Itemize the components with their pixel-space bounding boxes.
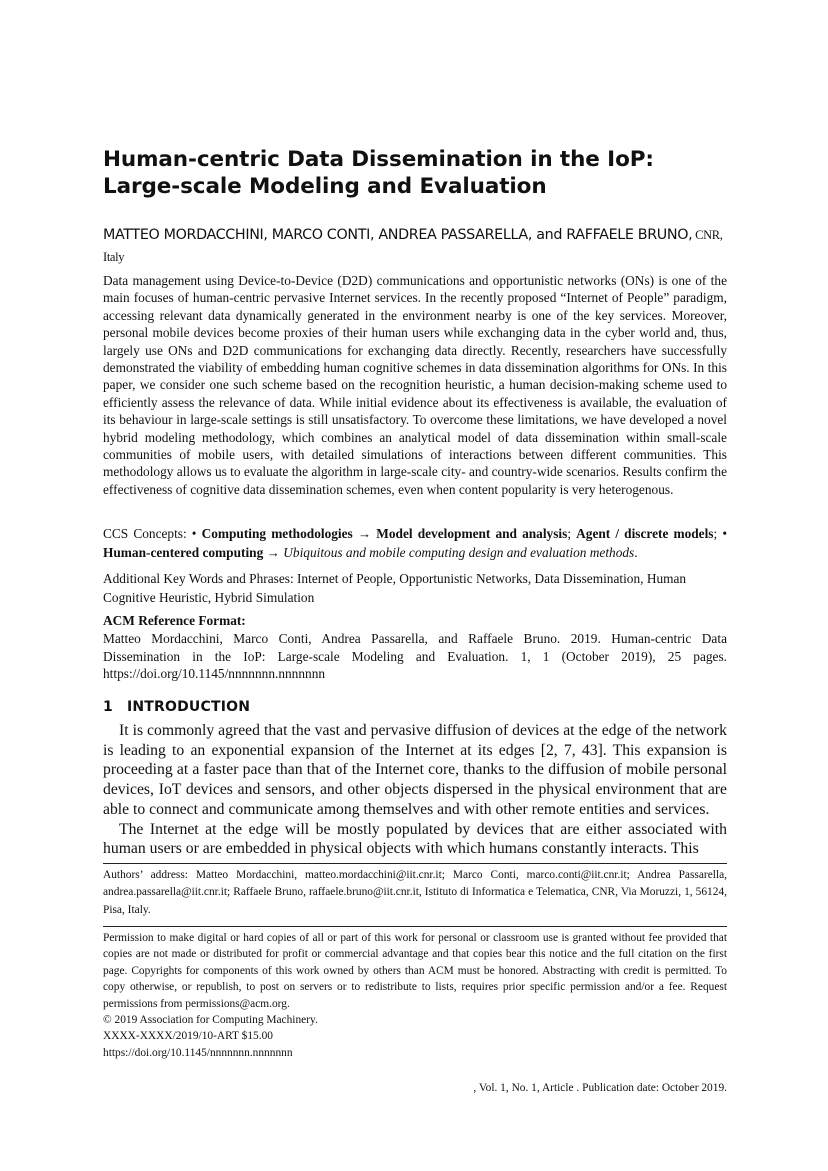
permission-divider <box>103 926 727 927</box>
reference-format-heading: ACM Reference Format: <box>103 613 246 628</box>
permission-text: Permission to make digital or hard copies of all or part of this work for personal or classroom use is granted without fee provided that copies are not made or distributed for profit or commercial advantage and that copies bear this notice and the full citation on the first page. Copyrights for components of this work owned by others than ACM must be honored. Abstracting with credit is permitted. To copy otherwise, or republish, to post on servers or to redistribute to lists, requires prior specific permission and/or a fee. Request permissions from permissions@acm.org. <box>103 932 727 1010</box>
ccs-concept-1: Computing methodologies → Model development and analysis <box>201 526 568 541</box>
author-list <box>103 224 727 268</box>
section-number: 1 <box>103 699 113 715</box>
paper-title: Human-centric Data Dissemination in the IoP: Large-scale Modeling and Evaluation <box>103 147 654 199</box>
abstract: Data management using Device-to-Device (D2D) communications and opportunistic networks (ONs) is one of the main focuses of human-centric pervasive Internet services. In the recently proposed “Internet of People” paradigm, accessing relevant data dynamically generated in the environment nearby is one of the key services. Moreover, personal mobile devices become proxies of their human users while exchanging data in the cyber world and, thus, largely use ONs and D2D communications for exchanging data directly. Recently, researchers have successfully demonstrated the viability of embedding human cognitive schemes in data dissemination algorithms for ONs. In this paper, we consider one such scheme based on the recognition heuristic, a human decision-making scheme used to efficiently assess the relevance of data. While initial evidence about its effectiveness is available, the evaluation of its behaviour in large-scale settings is still unsatisfactory. To overcome these limitations, we have developed a novel hybrid modeling methodology, which combines an analytical model of data dissemination within small-scale communities of mobile users, with detailed simulations of interactions between different communities. This methodology allows us to evaluate the algorithm in large-scale city- and country-wide scenarios. Results confirm the effectiveness of cognitive data dissemination schemes, even when content popularity is very heterogenous. <box>103 273 727 497</box>
issn-line: XXXX-XXXX/2019/10-ART $15.00 <box>103 1030 273 1043</box>
ccs-concept-3: Human-centered computing → <box>103 545 280 560</box>
page-footer: , Vol. 1, No. 1, Article . Publication date: October 2019. <box>473 1082 727 1094</box>
ccs-sep-2: ; • <box>713 526 727 541</box>
introduction-body <box>103 721 727 859</box>
authors-address: Authors’ address: Matteo Mordacchini, matteo.mordacchini@iit.cnr.it; Marco Conti, marco.conti@iit.cnr.it; Andrea Passarella, andrea.passarella@iit.cnr.it; Raffaele Bruno, raffaele.bruno@iit.cnr.it, Istituto di Informatica e Telematica, CNR, Via Moruzzi, 1, 56124, Pisa, Italy. <box>103 869 727 916</box>
section-heading <box>103 699 250 715</box>
footnote-divider <box>103 863 727 864</box>
section-title: INTRODUCTION <box>126 699 251 715</box>
ccs-sep-1: ; <box>567 526 577 541</box>
reference-format-text: Matteo Mordacchini, Marco Conti, Andrea Passarella, and Raffaele Bruno. 2019. Human-centric Data Dissemination in the IoP: Large-scale Modeling and Evaluation. 1, 1 (October 2019), 25 pages. https://doi.org/10.1145/nnnnnnn.nnnnnnn <box>103 631 727 681</box>
intro-paragraph: It is commonly agreed that the vast and pervasive diffusion of devices at the edge of the network is leading to an exponential expansion of the Internet at its edges [2, 7, 43]. This expansion is proceeding at a faster pace than that of the Internet core, thanks to the diffusion of mobile personal devices, IoT devices and sensors, and other objects dispersed in the physical environment that are able to connect and communicate among themselves and with other remote entities and services. <box>103 722 727 818</box>
doi-line: https://doi.org/10.1145/nnnnnnn.nnnnnnn <box>103 1046 293 1059</box>
ccs-prefix: CCS Concepts: • <box>103 526 202 541</box>
author-affiliation-org: CNR, <box>692 228 723 242</box>
author-affiliation-country: Italy <box>103 250 125 264</box>
keywords: Additional Key Words and Phrases: Internet of People, Opportunistic Networks, Data Dissemination, Human Cognitive Heuristic, Hybrid Simulation <box>103 571 687 605</box>
copyright-line: © 2019 Association for Computing Machinery. <box>103 1014 318 1027</box>
ccs-concept-3-sub: Ubiquitous and mobile computing design and evaluation methods <box>279 545 635 560</box>
ccs-concept-2: Agent / discrete models <box>576 526 714 541</box>
author-names: MATTEO MORDACCHINI, MARCO CONTI, ANDREA PASSARELLA, and RAFFAELE BRUNO, <box>103 227 693 243</box>
intro-paragraph: The Internet at the edge will be mostly populated by devices that are either associated with human users or are embedded in physical objects with which humans constantly interacts. This <box>103 820 727 858</box>
ccs-end: . <box>634 545 638 560</box>
permission-notice <box>103 930 727 1061</box>
ccs-concepts <box>103 524 727 562</box>
